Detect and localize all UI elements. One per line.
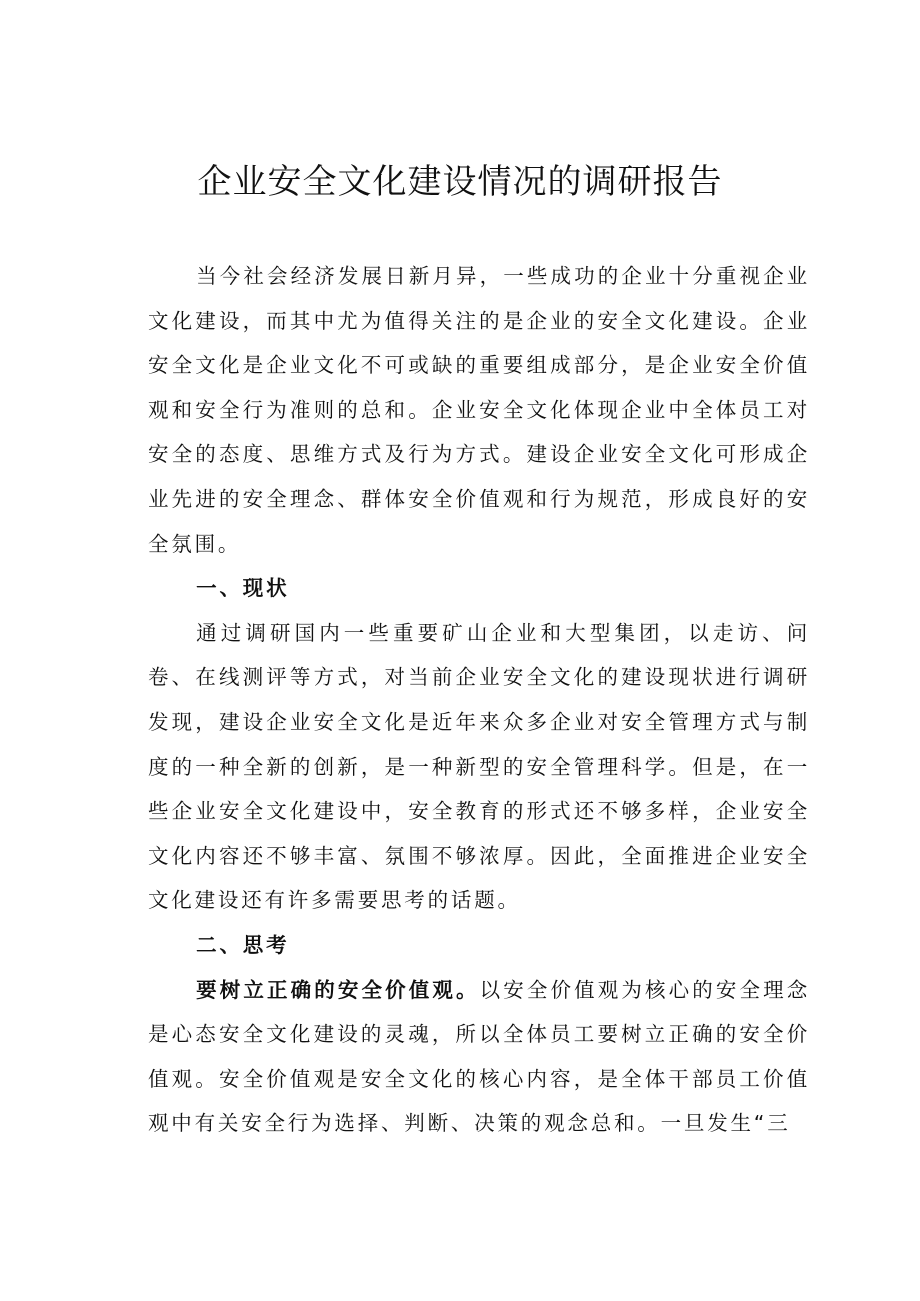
intro-paragraph: 当今社会经济发展日新月异，一些成功的企业十分重视企业文化建设，而其中尤为值得关注的是企业的安全文化建设。企业安全文化是企业文化不可或缺的重要组成部分，是企业安全价值观和安全行为准则的总和。企业安全文化体现企业中全体员工对安全的态度、思维方式及行为方式。建设企业安全文化可形成企业先进的安全理念、群体安全价值观和行为规范，形成良好的安全氛围。 [148,264,810,556]
section-heading-status: 一、现状 [196,576,290,601]
page-title: 企业安全文化建设情况的调研报告 [197,162,723,202]
thinking-paragraph-text: 以安全价值观为核心的安全理念是心态安全文化建设的灵魂，所以全体员工要树立正确的安全价值观。安全价值观是安全文化的核心内容，是全体干部员工价值观中有关安全行为选择、判断、决策的观念总和。一旦发生“三 [148,977,810,1136]
document-body [148,254,810,1146]
section-heading-thinking: 二、思考 [196,932,290,957]
thinking-lead-sentence: 要树立正确的安全价值观。 [196,977,480,1002]
status-paragraph: 通过调研国内一些重要矿山企业和大型集团，以走访、问卷、在线测评等方式，对当前企业安全文化的建设现状进行调研发现，建设企业安全文化是近年来众多企业对安全管理方式与制度的一种全新的创新，是一种新型的安全管理科学。但是，在一些企业安全文化建设中，安全教育的形式还不够多样，企业安全文化内容还不够丰富、氛围不够浓厚。因此，全面推进企业安全文化建设还有许多需要思考的话题。 [148,620,810,913]
thinking-paragraph [148,968,810,1146]
